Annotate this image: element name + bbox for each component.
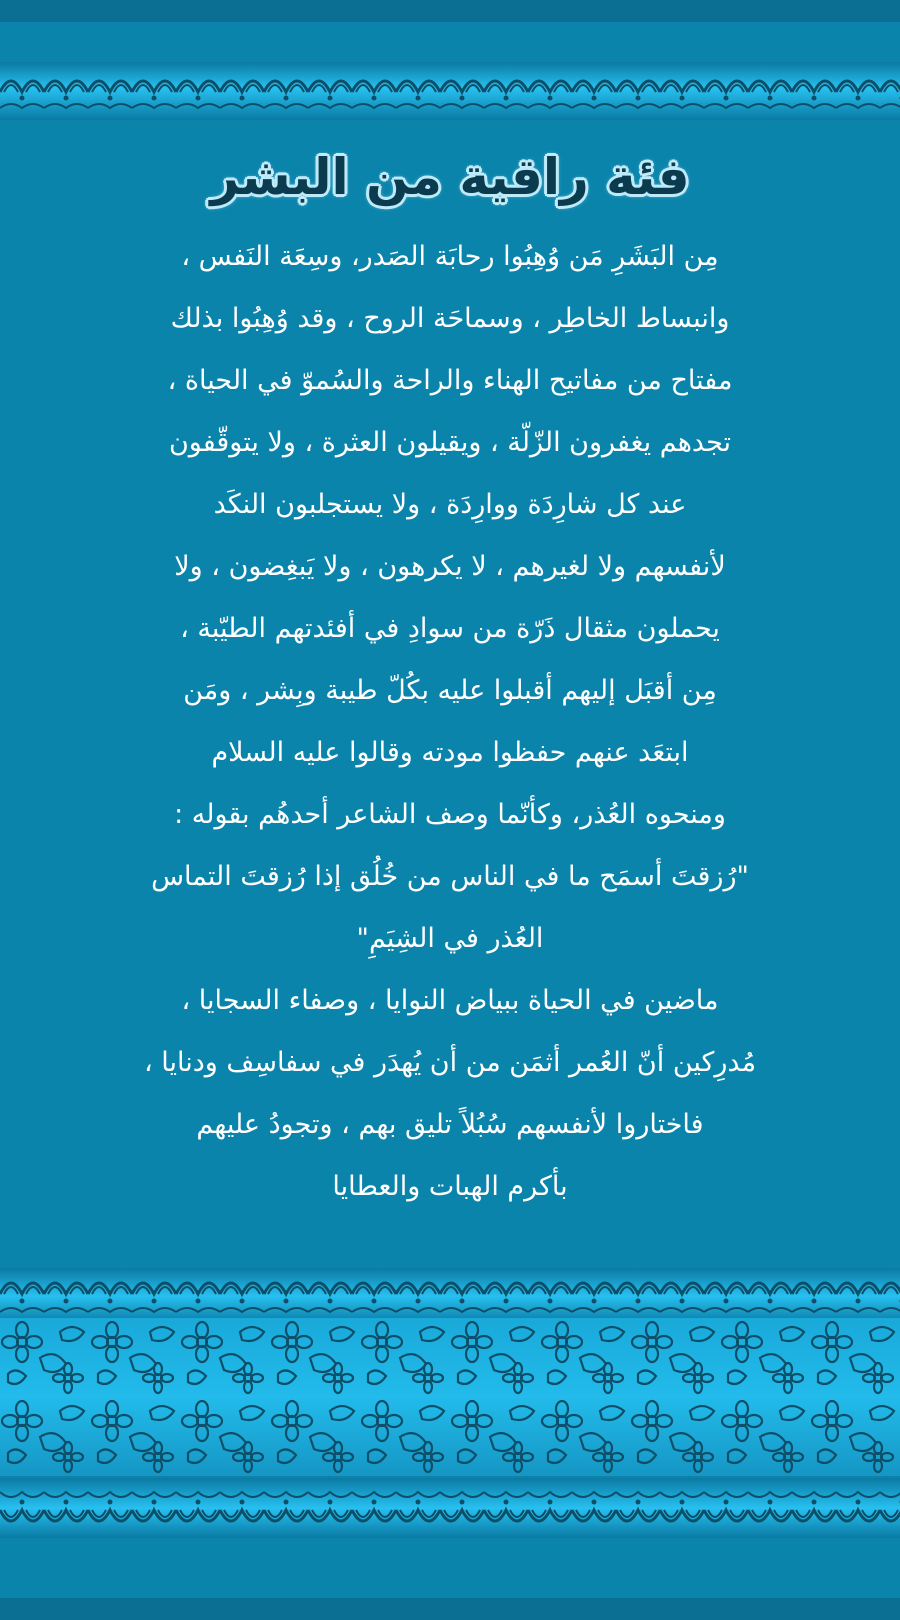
title-container — [0, 142, 900, 212]
text-line: بأكرم الهبات والعطايا — [332, 1171, 568, 1202]
text-line: ماضين في الحياة ببياض النوايا ، وصفاء السجايا ، — [181, 985, 719, 1016]
lower-lace-border — [0, 1268, 900, 1324]
bottom-lace-border — [0, 1478, 900, 1538]
text-line: مِن أقبَل إليهم أقبلوا عليه بكُلّ طيبة وبِشر ، ومَن — [183, 675, 717, 706]
text-line: ابتعَد عنهم حفظوا مودته وقالوا عليه السلام — [211, 737, 689, 768]
text-line: فاختاروا لأنفسهم سُبُلاً تليق بهم ، وتجودُ عليهم — [196, 1109, 704, 1140]
text-line: مِن البَشَرِ مَن وُهِبُوا رحابَة الصَدر، وسِعَة النَفس ، — [181, 241, 719, 272]
text-line: مفتاح من مفاتيح الهناء والراحة والسُموّ في الحياة ، — [167, 365, 733, 396]
text-line: تجدهم يغفرون الزّلّة ، ويقيلون العثرة ، ولا يتوقّفون — [168, 427, 732, 458]
text-line: عند كل شارِدَة ووارِدَة ، ولا يستجلبون النكَد — [213, 489, 687, 520]
top-edge-strip — [0, 0, 900, 22]
text-line: العُذر في الشِيَمِ" — [356, 923, 544, 954]
page-title: فئة راقية من البشر — [210, 148, 690, 206]
top-lace-border — [0, 62, 900, 120]
text-line: وانبساط الخاطِر ، وسماحَة الروح ، وقد وُهِبُوا بذلك — [170, 303, 730, 334]
text-line: لأنفسهم ولا لغيرهم ، لا يكرهون ، ولا يَبغِضون ، ولا — [174, 551, 726, 582]
text-line: ومنحوه العُذر، وكأنّما وصف الشاعر أحدهُم بقوله : — [174, 799, 726, 830]
text-line: "رُزقتَ أسمَح ما في الناس من خُلُق إذا رُزقتَ التماس — [151, 861, 749, 892]
text-line: يحملون مثقال ذَرّة من سوادِ في أفئدتهم الطيّبة ، — [180, 613, 720, 644]
text-line: مُدرِكين أنّ العُمر أثمَن من أن يُهدَر في سفاسِف ودنايا ، — [143, 1047, 757, 1078]
floral-pattern-band — [0, 1318, 900, 1476]
bottom-edge-strip — [0, 1598, 900, 1620]
body-text — [60, 226, 840, 1218]
